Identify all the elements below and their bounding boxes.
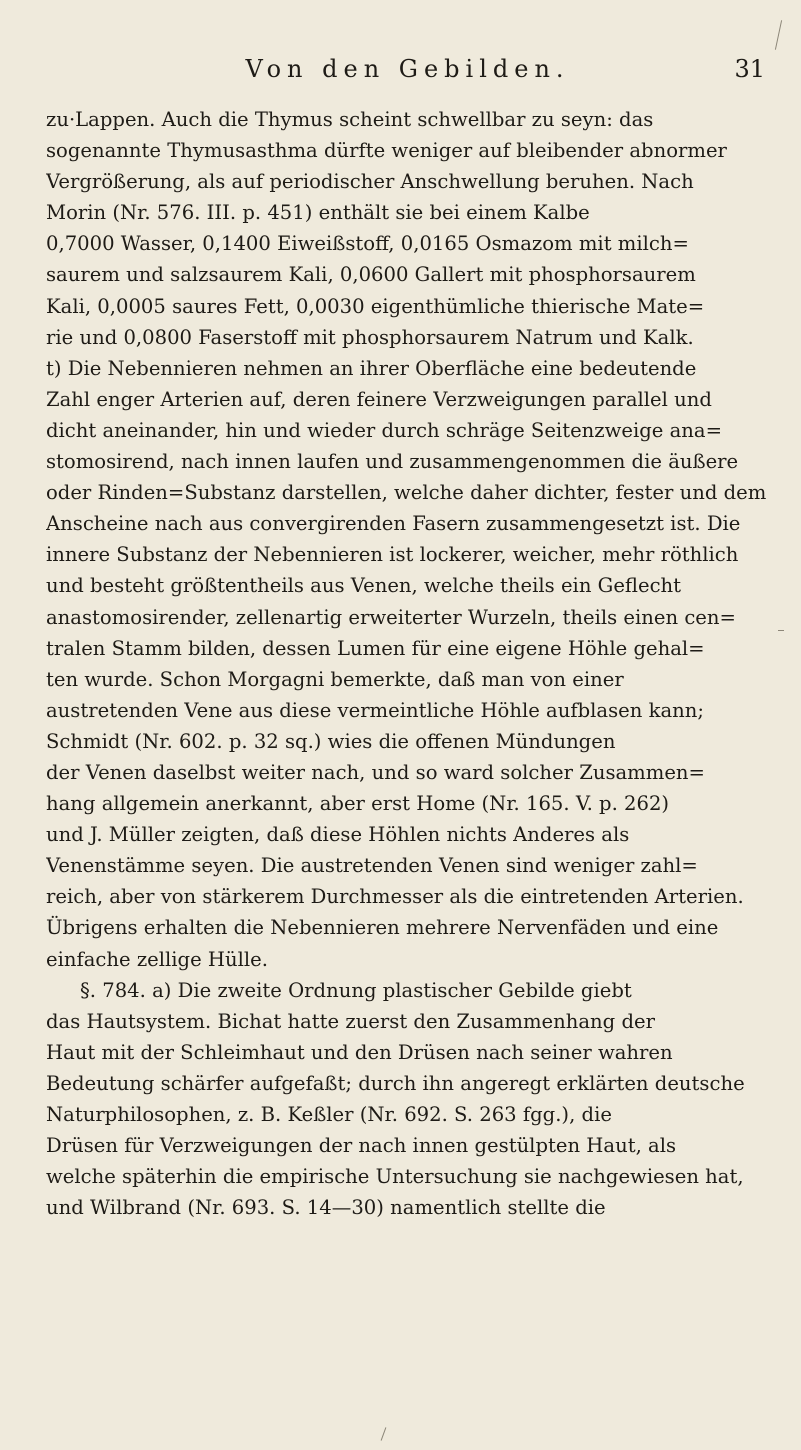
text-line: anastomosirender, zellenartig erweiterter Wurzeln, theils einen cen= [46, 605, 736, 629]
text-line: Kali, 0,0005 saures Fett, 0,0030 eigenthümliche thierische Mate= [46, 294, 705, 318]
text-line: saurem und salzsaurem Kali, 0,0600 Gallert mit phosphorsaurem [46, 263, 696, 287]
text-line: Schmidt (Nr. 602. p. 32 sq.) wies die offenen Mündungen [46, 729, 616, 753]
text-line: Venenstämme seyen. Die austretenden Venen sind weniger zahl= [46, 854, 698, 878]
text-line: rie und 0,0800 Faserstoff mit phosphorsaurem Natrum und Kalk. [46, 325, 694, 349]
paragraph-thymus [46, 104, 770, 353]
page-number: 31 [734, 55, 765, 83]
text-line: das Hautsystem. Bichat hatte zuerst den Zusammenhang der [46, 1009, 655, 1033]
text-line: oder Rinden=Substanz darstellen, welche daher dichter, fester und dem [46, 481, 767, 505]
text-line-section-heading: §. 784. a) Die zweite Ordnung plastischer Gebilde giebt [80, 978, 632, 1002]
text-line: ten wurde. Schon Morgagni bemerkte, daß man von einer [46, 667, 624, 691]
text-line: und besteht größtentheils aus Venen, welche theils ein Geflecht [46, 574, 682, 598]
running-head: Von den Gebilden. [245, 55, 570, 83]
text-line: Übrigens erhalten die Nebennieren mehrere Nervenfäden und eine [46, 916, 719, 940]
paragraph-section-784 [46, 975, 770, 1224]
text-line: Bedeutung schärfer aufgefaßt; durch ihn angeregt erklärten deutsche [46, 1071, 745, 1095]
page-edge-mark [775, 20, 782, 50]
text-line: zu·Lappen. Auch die Thymus scheint schwellbar zu seyn: das [46, 108, 654, 131]
text-line: Morin (Nr. 576. III. p. 451) enthält sie bei einem Kalbe [46, 201, 590, 225]
text-line: und J. Müller zeigten, daß diese Höhlen nichts Anderes als [46, 823, 630, 847]
text-line: stomosirend, nach innen laufen und zusammengenommen die äußere [46, 450, 739, 474]
page-edge-mark [381, 1427, 387, 1440]
text-line: Haut mit der Schleimhaut und den Drüsen nach seiner wahren [46, 1040, 673, 1064]
text-line: Zahl enger Arterien auf, deren feinere Verzweigungen parallel und [46, 387, 712, 411]
text-line: austretenden Vene aus diese vermeintliche Höhle aufblasen kann; [46, 698, 704, 722]
text-line: reich, aber von stärkerem Durchmesser als die eintretenden Arterien. [46, 885, 744, 909]
text-line: welche späterhin die empirische Untersuchung sie nachgewiesen hat, [46, 1165, 744, 1189]
text-line: Vergrößerung, als auf periodischer Anschwellung beruhen. Nach [46, 170, 694, 194]
text-line: einfache zellige Hülle. [46, 947, 268, 971]
text-line: sogenannte Thymusasthma dürfte weniger auf bleibender abnormer [46, 139, 727, 163]
page-header [50, 55, 765, 105]
body-text [46, 104, 770, 1223]
text-line: t) Die Nebennieren nehmen an ihrer Oberfläche eine bedeutende [46, 356, 697, 380]
page-edge-mark [778, 630, 784, 631]
text-line: innere Substanz der Nebennieren ist lockerer, weicher, mehr röthlich [46, 543, 739, 567]
paragraph-nebennieren [46, 353, 770, 975]
text-line: und Wilbrand (Nr. 693. S. 14—30) namentlich stellte die [46, 1196, 606, 1220]
text-line: der Venen daselbst weiter nach, und so ward solcher Zusammen= [46, 760, 705, 784]
text-line: dicht aneinander, hin und wieder durch schräge Seitenzweige ana= [46, 418, 723, 442]
text-line: tralen Stamm bilden, dessen Lumen für eine eigene Höhle gehal= [46, 636, 705, 660]
text-line: Anscheine nach aus convergirenden Fasern zusammengesetzt ist. Die [46, 512, 741, 536]
text-line: Naturphilosophen, z. B. Keßler (Nr. 692. S. 263 fgg.), die [46, 1103, 612, 1126]
text-line: 0,7000 Wasser, 0,1400 Eiweißstoff, 0,0165 Osmazom mit milch= [46, 232, 689, 256]
text-line: Drüsen für Verzweigungen der nach innen gestülpten Haut, als [46, 1134, 677, 1158]
text-line: hang allgemein anerkannt, aber erst Home (Nr. 165. V. p. 262) [46, 792, 670, 816]
